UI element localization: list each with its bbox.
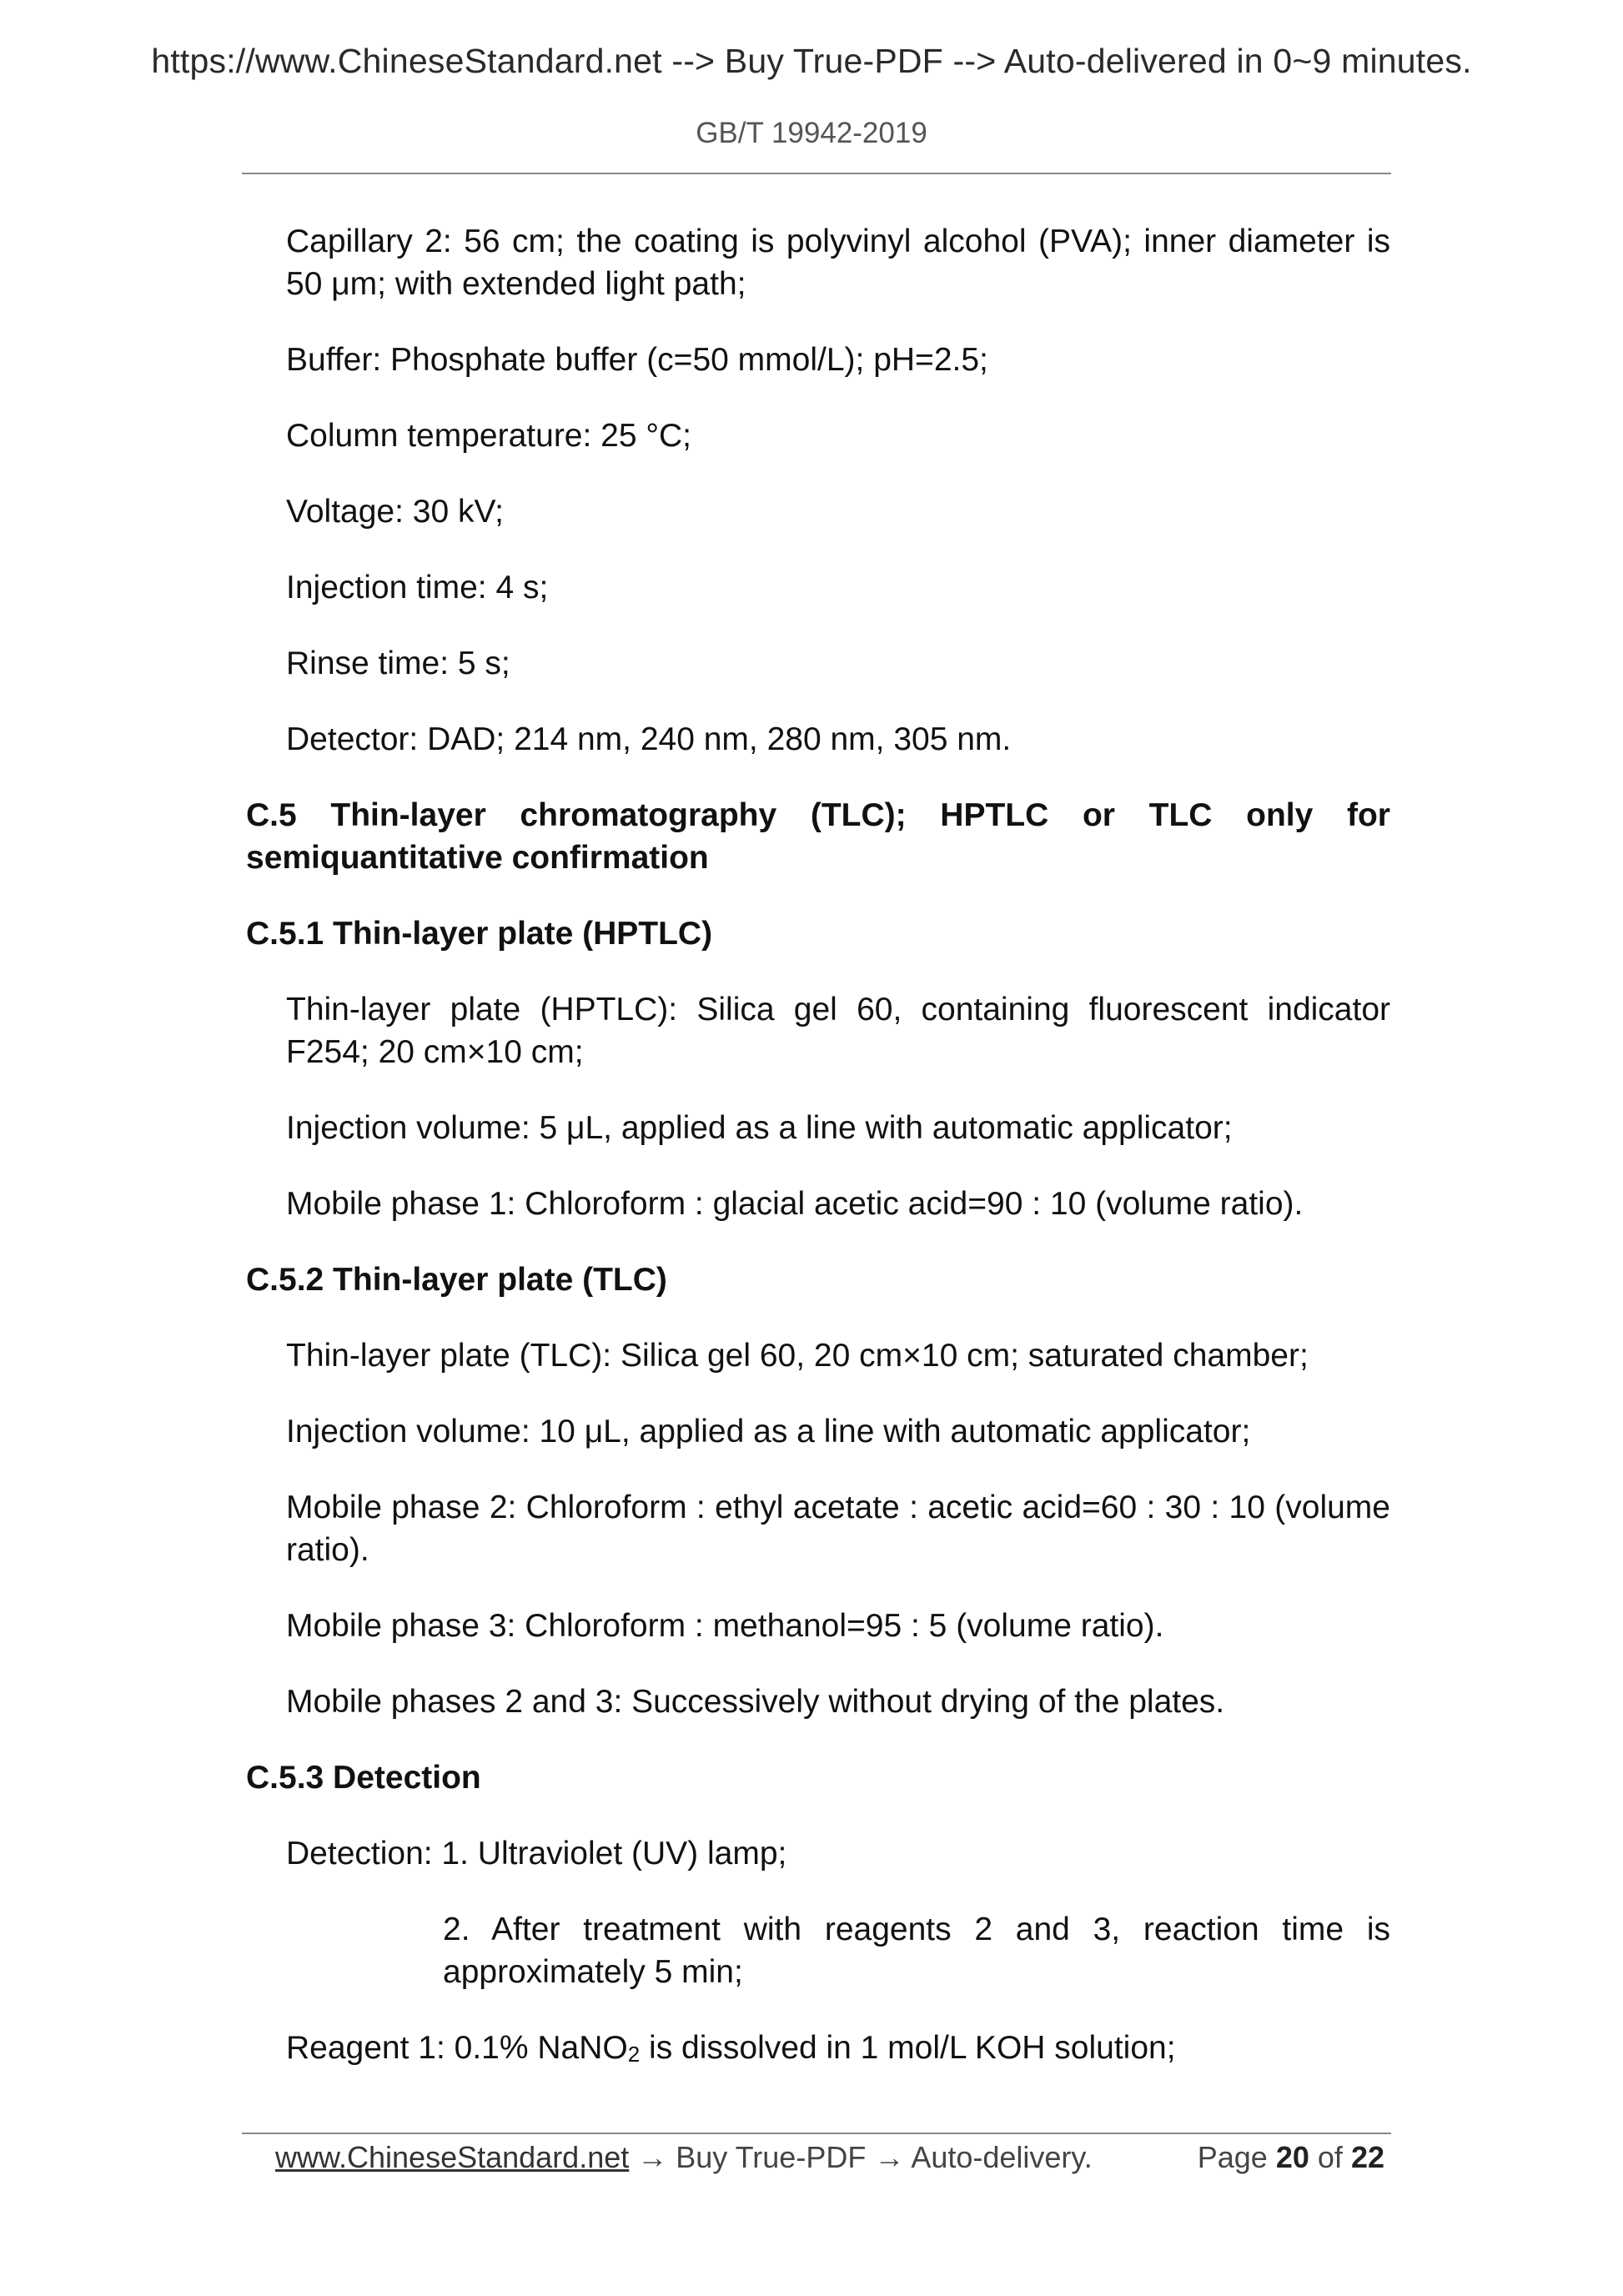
paragraph-injection-volume-2: Injection volume: 10 μL, applied as a line with automatic applicator; <box>286 1414 1251 1449</box>
reagent-1-text-tail: is dissolved in 1 mol/L KOH solution; <box>640 2030 1176 2066</box>
paragraph-mobile-phase-1: Mobile phase 1: Chloroform : glacial acetic acid=90 : 10 (volume ratio). <box>286 1186 1304 1222</box>
footer-left <box>275 2140 1093 2175</box>
page-content <box>246 220 1390 2109</box>
header-divider <box>242 173 1391 174</box>
footer-site-link[interactable]: www.ChineseStandard.net <box>275 2140 630 2174</box>
reagent-1-text: Reagent 1: 0.1% NaNO <box>286 2030 628 2066</box>
of-label: of <box>1317 2140 1343 2174</box>
heading-c5-2: C.5.2 Thin-layer plate (TLC) <box>246 1262 667 1298</box>
paragraph-detection-1: Detection: 1. Ultraviolet (UV) lamp; <box>286 1836 787 1871</box>
page-number: 20 <box>1275 2140 1309 2174</box>
paragraph-detector: Detector: DAD; 214 nm, 240 nm, 280 nm, 305 nm. <box>286 721 1012 757</box>
footer-divider <box>242 2133 1391 2134</box>
paragraph-reagent-1 <box>286 2027 1390 2076</box>
paragraph-injection-volume-1: Injection volume: 5 μL, applied as a line with automatic applicator; <box>286 1110 1233 1146</box>
paragraph-mobile-phases-2-3: Mobile phases 2 and 3: Successively without drying of the plates. <box>286 1684 1225 1720</box>
footer-tagline: → Buy True-PDF → Auto-delivery. <box>629 2140 1093 2174</box>
paragraph-voltage: Voltage: 30 kV; <box>286 494 504 530</box>
heading-c5-3: C.5.3 Detection <box>246 1760 481 1796</box>
doc-code: GB/T 19942-2019 <box>696 117 927 149</box>
paragraph-column-temperature: Column temperature: 25 °C; <box>286 418 691 454</box>
paragraph-mobile-phase-2: Mobile phase 2: Chloroform : ethyl acetate : acetic acid=60 : 30 : 10 (volume ratio). <box>286 1490 1390 1568</box>
paragraph-injection-time: Injection time: 4 s; <box>286 570 549 605</box>
paragraph-capillary: Capillary 2: 56 cm; the coating is polyvinyl alcohol (PVA); inner diameter is 50 μm; with extended light path; <box>286 224 1390 302</box>
page-indicator <box>1198 2140 1384 2175</box>
paragraph-tlc-plate: Thin-layer plate (TLC): Silica gel 60, 20 cm×10 cm; saturated chamber; <box>286 1338 1309 1374</box>
top-banner: https://www.ChineseStandard.net --> Buy True-PDF --> Auto-delivered in 0~9 minutes. <box>151 42 1472 80</box>
paragraph-mobile-phase-3: Mobile phase 3: Chloroform : methanol=95 : 5 (volume ratio). <box>286 1608 1164 1644</box>
paragraph-hptlc-plate: Thin-layer plate (HPTLC): Silica gel 60, containing fluorescent indicator F254; 20 cm×10 cm; <box>286 992 1390 1070</box>
paragraph-buffer: Buffer: Phosphate buffer (c=50 mmol/L); pH=2.5; <box>286 342 988 378</box>
heading-c5-1: C.5.1 Thin-layer plate (HPTLC) <box>246 916 713 952</box>
footer <box>275 2140 1384 2182</box>
heading-c5: C.5 Thin-layer chromatography (TLC); HPTLC or TLC only for semiquantitative confirmation <box>246 797 1390 876</box>
page-total: 22 <box>1350 2140 1384 2174</box>
page-label: Page <box>1197 2140 1268 2174</box>
paragraph-rinse-time: Rinse time: 5 s; <box>286 646 510 681</box>
reagent-1-subscript: 2 <box>627 2042 641 2067</box>
paragraph-detection-2: 2. After treatment with reagents 2 and 3, reaction time is approximately 5 min; <box>443 1912 1390 1990</box>
